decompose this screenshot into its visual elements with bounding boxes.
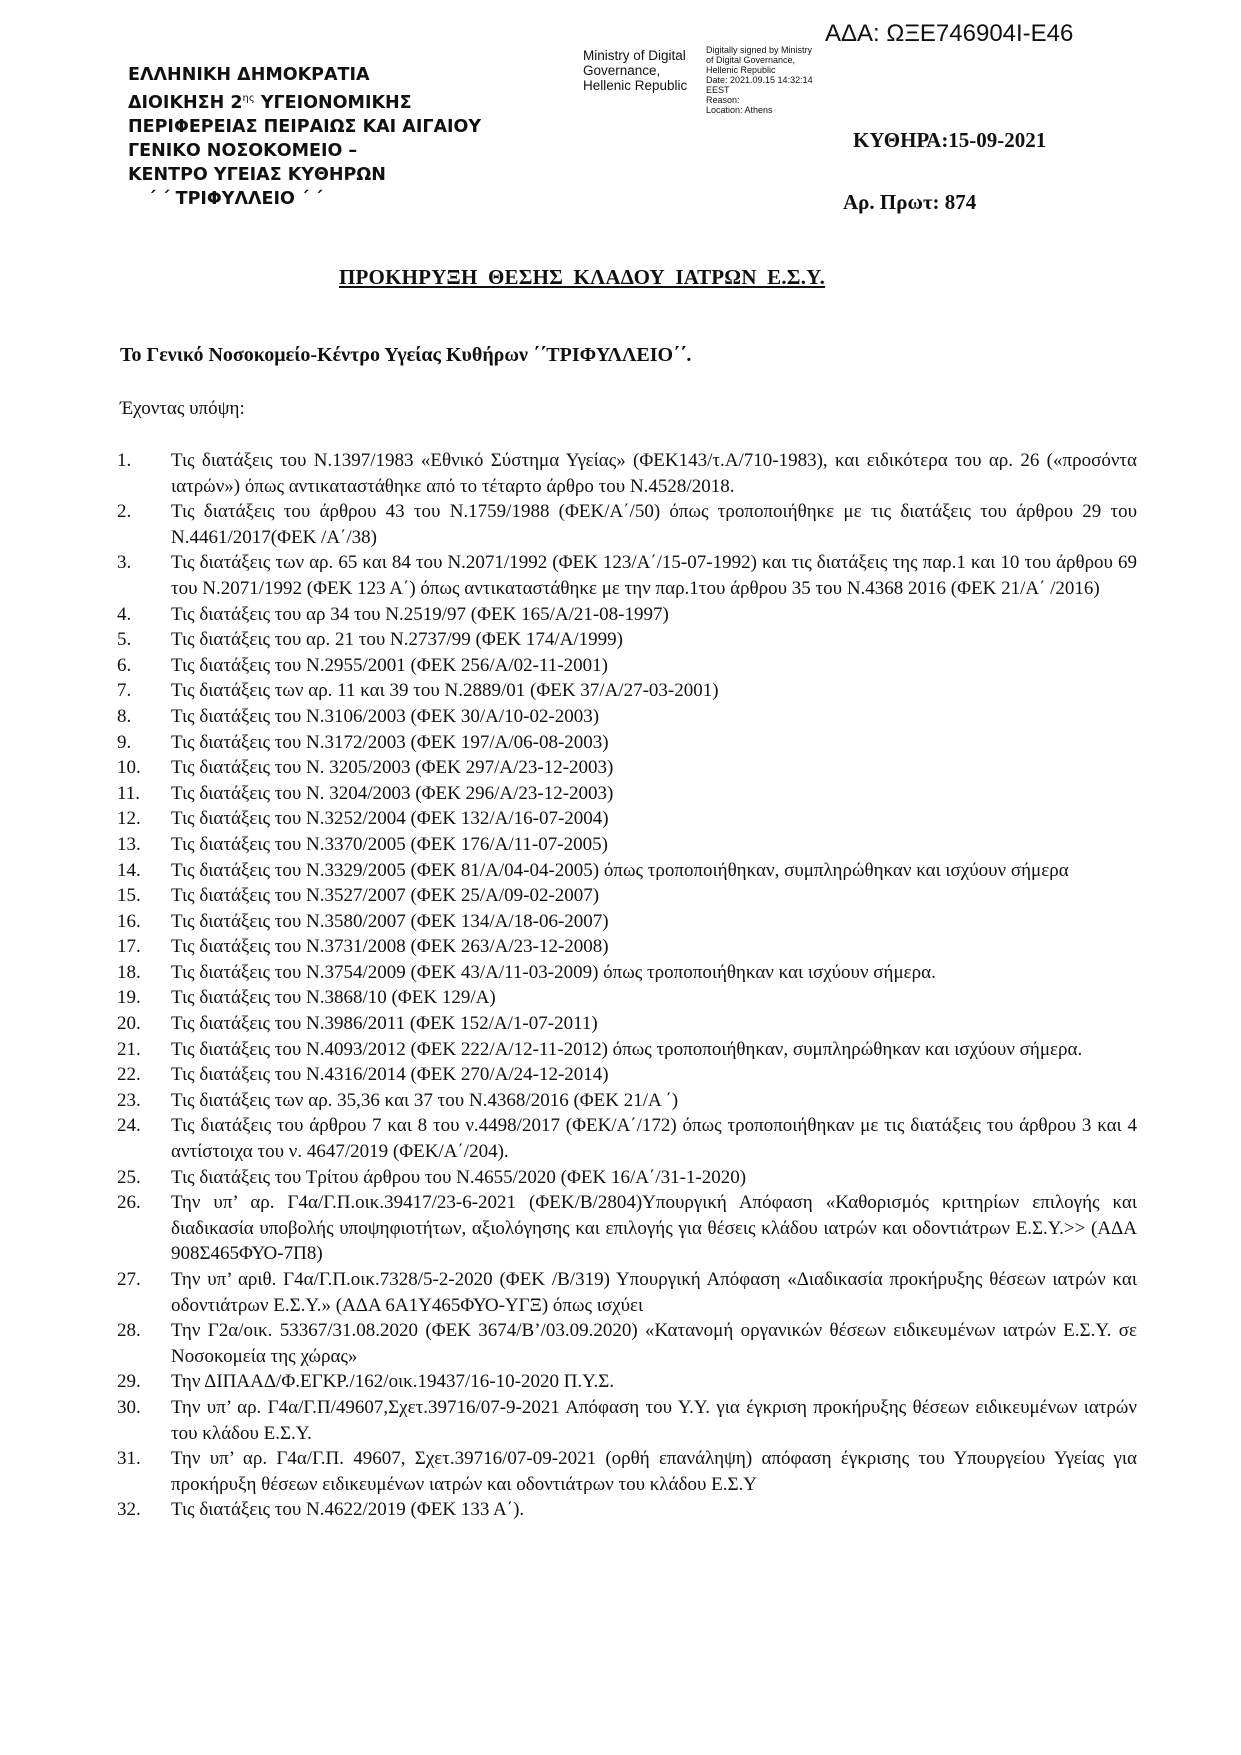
list-item xyxy=(117,1446,1137,1497)
item-number: 22. xyxy=(117,1064,141,1086)
item-number: 29. xyxy=(117,1371,141,1393)
item-number: 31. xyxy=(117,1448,141,1470)
list-item xyxy=(117,550,1137,601)
item-text: Τις διατάξεις του Ν. 3205/2003 (ΦΕΚ 297/Α/23-12-2003) xyxy=(171,757,614,779)
list-item xyxy=(117,1318,1137,1369)
sig-meta-line: Location: Athens xyxy=(706,105,773,115)
item-number: 20. xyxy=(117,1013,141,1035)
list-item xyxy=(117,704,1137,730)
item-number: 15. xyxy=(117,885,141,907)
list-item xyxy=(117,1395,1137,1446)
sig-meta-line: Digitally signed by Ministry xyxy=(706,45,813,55)
protocol-number: Αρ. Πρωτ: 874 xyxy=(843,190,977,214)
list-item xyxy=(117,883,1137,909)
item-number: 3. xyxy=(117,552,132,574)
list-item xyxy=(117,1267,1137,1318)
item-number: 10. xyxy=(117,757,141,779)
item-number: 8. xyxy=(117,705,132,727)
item-number: 14. xyxy=(117,859,141,881)
item-number: 27. xyxy=(117,1269,141,1290)
list-item xyxy=(117,832,1137,858)
list-item xyxy=(117,1497,1137,1523)
item-text: Τις διατάξεις του Ν.3106/2003 (ΦΕΚ 30/Α/10-02-2003) xyxy=(171,705,600,727)
item-text: Τις διατάξεις του Ν.3370/2005 (ΦΕΚ 176/Α/11-07-2005) xyxy=(171,833,608,855)
document-title: ΠΡΟΚΗΡΥΞΗ ΘΕΣΗΣ ΚΛΑΔΟΥ ΙΑΤΡΩΝ Ε.Σ.Υ. xyxy=(339,265,826,289)
document-subject: Το Γενικό Νοσοκομείο-Κέντρο Υγείας Κυθήρων ΄΄ΤΡΙΦΥΛΛΕΙΟ΄΄. xyxy=(120,344,692,366)
list-item xyxy=(117,1037,1137,1063)
list-item xyxy=(117,678,1137,704)
signer-line: Ministry of Digital xyxy=(583,48,686,63)
item-number: 4. xyxy=(117,603,132,625)
item-number: 12. xyxy=(117,808,141,830)
list-item xyxy=(117,985,1137,1011)
item-text: Την υπ’ αρ. Γ4α/Γ.Π.οικ.39417/23-6-2021 (ΦΕΚ/Β/2804)Υπουργική Απόφαση «Καθορισμός κριτηρίων επιλογής και διαδικασία υποβολής υποψηφιοτήτων, αξιολόγησης και επιλογής για θέσεις κλάδου ιατρών και οδοντιάτρων Ε.Σ.Υ.>> (ΑΔΑ 908Σ465ΦΥΟ-7Π8) xyxy=(171,1192,1137,1265)
item-text: Τις διατάξεις του αρ 34 του Ν.2519/97 (ΦΕΚ 165/Α/21-08-1997) xyxy=(171,603,669,625)
list-item xyxy=(117,858,1137,884)
ordinal-superscript: ης xyxy=(242,93,255,104)
item-text: Την ΔΙΠΑΑΔ/Φ.ΕΓΚΡ./162/οικ.19437/16-10-2020 Π.Υ.Σ. xyxy=(171,1371,615,1393)
signature-metadata xyxy=(706,45,813,115)
legal-basis-list xyxy=(117,448,1137,1523)
list-item xyxy=(117,627,1137,653)
item-number: 16. xyxy=(117,910,141,932)
sig-meta-line: of Digital Governance, xyxy=(706,55,796,65)
item-number: 32. xyxy=(117,1499,141,1521)
list-item xyxy=(117,499,1137,550)
item-number: 24. xyxy=(117,1115,141,1137)
list-item xyxy=(117,653,1137,679)
item-number: 19. xyxy=(117,987,141,1009)
list-item xyxy=(117,1190,1137,1267)
item-text: Τις διατάξεις των αρ. 65 και 84 του Ν.2071/1992 (ΦΕΚ 123/Α΄/15-07-1992) και τις διατάξεις της παρ.1 και 10 του άρθρου 69 του Ν.2071/1992 (ΦΕΚ 123 Α΄) όπως αντικαταστάθηκε με την παρ.1του άρθρου 35 του Ν.4368 2016 (ΦΕΚ 21/Α΄ /2016) xyxy=(171,552,1137,599)
place-date: ΚΥΘΗΡΑ:15-09-2021 xyxy=(853,128,1047,152)
list-item xyxy=(117,781,1137,807)
item-number: 6. xyxy=(117,654,132,676)
item-text: Την Γ2α/οικ. 53367/31.08.2020 (ΦΕΚ 3674/Β’/03.09.2020) «Κατανομή οργανικών θέσεων ειδικευμένων ιατρών Ε.Σ.Υ. σε Νοσοκομεία της χώρας» xyxy=(171,1320,1137,1367)
list-item xyxy=(117,1011,1137,1037)
org-line: ΕΛΛΗΝΙΚΗ ΔΗΜΟΚΡΑΤΙΑ xyxy=(128,65,370,85)
item-number: 7. xyxy=(117,680,132,702)
item-text: Τις διατάξεις του Ν.3754/2009 (ΦΕΚ 43/Α/11-03-2009) όπως τροποποιήθηκαν και ισχύουν σήμερα. xyxy=(171,961,936,983)
item-text: Τις διατάξεις του Ν.3986/2011 (ΦΕΚ 152/Α/1-07-2011) xyxy=(171,1013,598,1035)
item-text: Τις διατάξεις του Ν.3868/10 (ΦΕΚ 129/Α) xyxy=(171,987,496,1009)
list-item xyxy=(117,730,1137,756)
item-number: 17. xyxy=(117,936,141,958)
org-line: ΠΕΡΙΦΕΡΕΙΑΣ ΠΕΙΡΑΙΩΣ ΚΑΙ ΑΙΓΑΙΟΥ xyxy=(128,117,482,137)
list-item xyxy=(117,934,1137,960)
org-line: ΚΕΝΤΡΟ ΥΓΕΙΑΣ ΚΥΘΗΡΩΝ xyxy=(128,165,386,185)
list-item xyxy=(117,1113,1137,1164)
item-text: Τις διατάξεις του Ν.3731/2008 (ΦΕΚ 263/Α/23-12-2008) xyxy=(171,936,609,958)
sig-meta-line: Date: 2021.09.15 14:32:14 xyxy=(706,75,813,85)
digital-signer xyxy=(583,48,687,93)
sig-meta-line: EEST xyxy=(706,85,730,95)
item-text: Τις διατάξεις των αρ. 11 και 39 του Ν.2889/01 (ΦΕΚ 37/Α/27-03-2001) xyxy=(171,680,719,702)
org-line xyxy=(128,87,481,115)
item-number: 25. xyxy=(117,1166,141,1188)
item-number: 30. xyxy=(117,1396,141,1418)
sig-meta-line: Hellenic Republic xyxy=(706,65,776,75)
list-item xyxy=(117,909,1137,935)
item-text: Την υπ’ αρ. Γ4α/Γ.Π/49607,Σχετ.39716/07-9-2021 Απόφαση του Υ.Υ. για έγκριση προκήρυξης θέσεων ειδικευμένων ιατρών του κλάδου Ε.Σ.Υ. xyxy=(171,1396,1137,1444)
list-item xyxy=(117,755,1137,781)
sig-meta-line: Reason: xyxy=(706,95,740,105)
item-text: Τις διατάξεις του Ν.3527/2007 (ΦΕΚ 25/Α/09-02-2007) xyxy=(171,885,600,907)
item-number: 18. xyxy=(117,961,141,983)
item-text: Τις διατάξεις του Ν.3329/2005 (ΦΕΚ 81/Α/04-04-2005) όπως τροποποιήθηκαν, συμπληρώθηκαν και ισχύουν σήμερα xyxy=(171,859,1069,881)
list-item xyxy=(117,1062,1137,1088)
item-number: 2. xyxy=(117,501,132,523)
item-number: 26. xyxy=(117,1192,141,1214)
item-number: 23. xyxy=(117,1089,141,1111)
org-line-part: ΔΙΟΙΚΗΣΗ 2 xyxy=(128,93,243,113)
item-text: Τις διατάξεις των αρ. 35,36 και 37 του Ν.4368/2016 (ΦΕΚ 21/Α ΄) xyxy=(171,1089,679,1111)
ada-code: ΑΔΑ: ΩΞΕ746904Ι-Ε46 xyxy=(825,20,1074,47)
item-text: Τις διατάξεις του Τρίτου άρθρου του Ν.4655/2020 (ΦΕΚ 16/Α΄/31-1-2020) xyxy=(171,1166,747,1188)
list-item xyxy=(117,1165,1137,1191)
considering-heading: Έχοντας υπόψη: xyxy=(120,398,245,419)
item-text: Τις διατάξεις του Ν.3252/2004 (ΦΕΚ 132/Α/16-07-2004) xyxy=(171,808,609,830)
item-number: 13. xyxy=(117,833,141,855)
item-text: Τις διατάξεις του Ν.3580/2007 (ΦΕΚ 134/Α/18-06-2007) xyxy=(171,910,609,932)
list-item xyxy=(117,1369,1137,1395)
signer-line: Hellenic Republic xyxy=(583,78,688,93)
list-item xyxy=(117,960,1137,986)
item-text: Τις διατάξεις του άρθρου 43 του Ν.1759/1988 (ΦΕΚ/Α΄/50) όπως τροποποιήθηκε με τις διατάξεις του άρθρου 29 του Ν.4461/2017(ΦΕΚ /Α΄/38) xyxy=(171,501,1137,548)
item-number: 21. xyxy=(117,1038,141,1060)
item-text: Τις διατάξεις του Ν.2955/2001 (ΦΕΚ 256/Α/02-11-2001) xyxy=(171,654,608,676)
item-text: Τις διατάξεις του Ν.4093/2012 (ΦΕΚ 222/Α/12-11-2012) όπως τροποποιήθηκαν, συμπληρώθηκαν και ισχύουν σήμερα. xyxy=(171,1038,1083,1060)
issuing-organization xyxy=(128,63,481,211)
list-item xyxy=(117,806,1137,832)
org-line: ΓΕΝΙΚΟ ΝΟΣΟΚΟΜΕΙΟ – xyxy=(128,141,358,161)
list-item xyxy=(117,602,1137,628)
item-number: 1. xyxy=(117,450,132,471)
item-number: 5. xyxy=(117,629,132,651)
list-item xyxy=(117,448,1137,499)
item-number: 11. xyxy=(117,782,141,804)
item-number: 9. xyxy=(117,731,132,753)
list-item xyxy=(117,1088,1137,1114)
item-text: Τις διατάξεις του Ν.3172/2003 (ΦΕΚ 197/Α/06-08-2003) xyxy=(171,731,609,753)
item-text: Τις διατάξεις του Ν.4622/2019 (ΦΕΚ 133 Α΄). xyxy=(171,1499,525,1521)
item-text: Τις διατάξεις του Ν.1397/1983 «Εθνικό Σύστημα Υγείας» (ΦΕΚ143/τ.Α/710-1983), και ειδικότερα του αρ. 26 («προσόντα ιατρών») όπως αντικαταστάθηκε από το τέταρτο άρθρο του Ν.4528/2018. xyxy=(171,450,1137,497)
item-text: Τις διατάξεις του Ν. 3204/2003 (ΦΕΚ 296/Α/23-12-2003) xyxy=(171,782,614,804)
item-text: Τις διατάξεις του αρ. 21 του Ν.2737/99 (ΦΕΚ 174/Α/1999) xyxy=(171,629,623,651)
item-text: Τις διατάξεις του Ν.4316/2014 (ΦΕΚ 270/Α/24-12-2014) xyxy=(171,1064,609,1086)
item-number: 28. xyxy=(117,1320,141,1342)
org-line-part: ΥΓΕΙΟΝΟΜΙΚΗΣ xyxy=(254,93,412,113)
item-text: Τις διατάξεις του άρθρου 7 και 8 του ν.4498/2017 (ΦΕΚ/Α΄/172) όπως τροποποιήθηκαν με τις διατάξεις του άρθρου 3 και 4 αντίστοιχα του ν. 4647/2019 (ΦΕΚ/Α΄/204). xyxy=(171,1115,1137,1163)
item-text: Την υπ’ αριθ. Γ4α/Γ.Π.οικ.7328/5-2-2020 (ΦΕΚ /Β/319) Υπουργική Απόφαση «Διαδικασία προκήρυξης θέσεων ιατρών και οδοντιάτρων Ε.Σ.Υ.» (ΑΔΑ 6Α1Υ465ΦΥΟ-ΥΓΞ) όπως ισχύει xyxy=(171,1269,1137,1316)
item-text: Την υπ’ αρ. Γ4α/Γ.Π. 49607, Σχετ.39716/07-09-2021 (ορθή επανάληψη) απόφαση έγκρισης του Υπουργείου Υγείας για προκήρυξη θέσεων ειδικευμένων ιατρών και οδοντιάτρων του κλάδου Ε.Σ.Υ xyxy=(171,1448,1137,1495)
org-line: ΄ ΄ ΤΡΙΦΥΛΛΕΙΟ ΄ ΄ xyxy=(148,189,323,209)
signer-line: Governance, xyxy=(583,63,661,78)
